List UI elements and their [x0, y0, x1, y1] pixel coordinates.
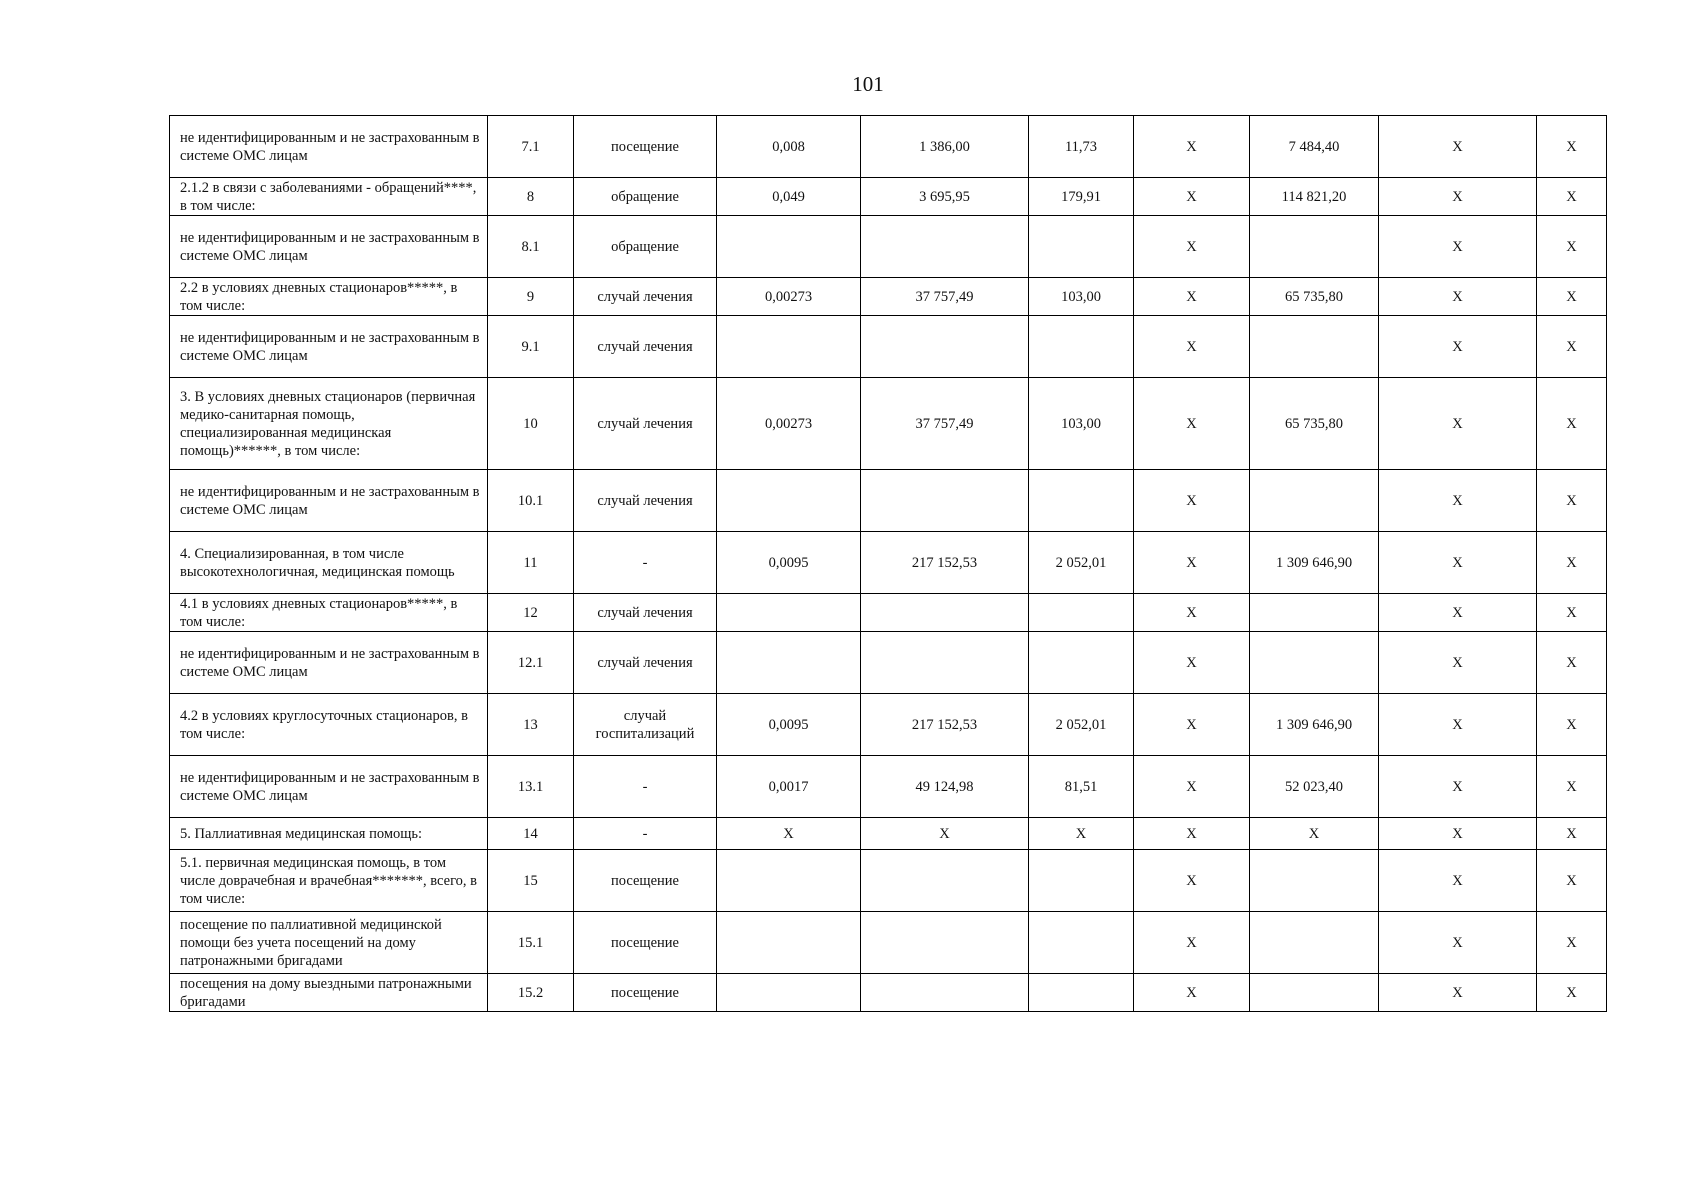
table-row: [170, 178, 1607, 216]
table-row: [170, 974, 1607, 1012]
amount-cell: 114 821,20: [1250, 178, 1379, 216]
row-name-cell: посещения на дому выездными патронажными бригадами: [170, 974, 488, 1012]
unit-cell: случай лечения: [574, 278, 717, 316]
col7-cell: X: [1134, 756, 1250, 818]
col9-cell: X: [1379, 316, 1537, 378]
col7-cell: X: [1134, 178, 1250, 216]
amount-cell: [1250, 316, 1379, 378]
col7-cell: X: [1134, 850, 1250, 912]
per-capita-cell: 81,51: [1029, 756, 1134, 818]
table-row: [170, 378, 1607, 470]
col9-cell: X: [1379, 756, 1537, 818]
row-code-cell: 14: [488, 818, 574, 850]
col10-cell: X: [1537, 756, 1607, 818]
unit-cell: -: [574, 818, 717, 850]
col7-cell: X: [1134, 594, 1250, 632]
col7-cell: X: [1134, 974, 1250, 1012]
table-body: [170, 116, 1607, 1012]
col9-cell: X: [1379, 216, 1537, 278]
table-row: [170, 532, 1607, 594]
row-code-cell: 10: [488, 378, 574, 470]
col10-cell: X: [1537, 818, 1607, 850]
cost-cell: 37 757,49: [861, 378, 1029, 470]
col7-cell: X: [1134, 694, 1250, 756]
col10-cell: X: [1537, 532, 1607, 594]
col9-cell: X: [1379, 532, 1537, 594]
unit-cell: случай лечения: [574, 378, 717, 470]
row-code-cell: 8.1: [488, 216, 574, 278]
col7-cell: X: [1134, 116, 1250, 178]
per-capita-cell: 2 052,01: [1029, 694, 1134, 756]
col10-cell: X: [1537, 850, 1607, 912]
unit-cell: случай лечения: [574, 594, 717, 632]
table-row: [170, 632, 1607, 694]
col9-cell: X: [1379, 178, 1537, 216]
unit-cell: посещение: [574, 974, 717, 1012]
per-capita-cell: [1029, 470, 1134, 532]
unit-cell: случай лечения: [574, 632, 717, 694]
amount-cell: 1 309 646,90: [1250, 532, 1379, 594]
row-code-cell: 13.1: [488, 756, 574, 818]
per-capita-cell: X: [1029, 818, 1134, 850]
rate-cell: [717, 594, 861, 632]
per-capita-cell: [1029, 912, 1134, 974]
unit-cell: случай госпитализаций: [574, 694, 717, 756]
rate-cell: X: [717, 818, 861, 850]
col10-cell: X: [1537, 316, 1607, 378]
amount-cell: [1250, 216, 1379, 278]
unit-cell: посещение: [574, 912, 717, 974]
table-row: [170, 278, 1607, 316]
row-code-cell: 10.1: [488, 470, 574, 532]
col10-cell: X: [1537, 116, 1607, 178]
rate-cell: 0,00273: [717, 278, 861, 316]
amount-cell: [1250, 470, 1379, 532]
col9-cell: X: [1379, 850, 1537, 912]
cost-cell: [861, 912, 1029, 974]
cost-cell: X: [861, 818, 1029, 850]
per-capita-cell: 179,91: [1029, 178, 1134, 216]
amount-cell: [1250, 594, 1379, 632]
cost-cell: [861, 470, 1029, 532]
cost-cell: 217 152,53: [861, 532, 1029, 594]
row-code-cell: 8: [488, 178, 574, 216]
rate-cell: 0,049: [717, 178, 861, 216]
table-row: [170, 316, 1607, 378]
row-code-cell: 15.2: [488, 974, 574, 1012]
per-capita-cell: [1029, 974, 1134, 1012]
col10-cell: X: [1537, 974, 1607, 1012]
unit-cell: случай лечения: [574, 316, 717, 378]
col7-cell: X: [1134, 912, 1250, 974]
table-row: [170, 216, 1607, 278]
col7-cell: X: [1134, 278, 1250, 316]
rate-cell: [717, 632, 861, 694]
data-table: [169, 115, 1607, 1012]
row-name-cell: 2.1.2 в связи с заболеваниями - обращений****, в том числе:: [170, 178, 488, 216]
unit-cell: посещение: [574, 850, 717, 912]
cost-cell: [861, 632, 1029, 694]
rate-cell: [717, 316, 861, 378]
per-capita-cell: [1029, 216, 1134, 278]
row-code-cell: 15: [488, 850, 574, 912]
row-name-cell: 3. В условиях дневных стационаров (первичная медико-санитарная помощь, специализированная медицинская помощь)******, в том числе:: [170, 378, 488, 470]
unit-cell: -: [574, 756, 717, 818]
table-row: [170, 756, 1607, 818]
row-name-cell: не идентифицированным и не застрахованным в системе ОМС лицам: [170, 116, 488, 178]
cost-cell: 37 757,49: [861, 278, 1029, 316]
unit-cell: обращение: [574, 216, 717, 278]
col7-cell: X: [1134, 532, 1250, 594]
col10-cell: X: [1537, 912, 1607, 974]
row-code-cell: 15.1: [488, 912, 574, 974]
rate-cell: 0,0095: [717, 694, 861, 756]
row-code-cell: 13: [488, 694, 574, 756]
cost-cell: [861, 216, 1029, 278]
table-row: [170, 818, 1607, 850]
row-name-cell: 5. Паллиативная медицинская помощь:: [170, 818, 488, 850]
row-code-cell: 12: [488, 594, 574, 632]
col10-cell: X: [1537, 378, 1607, 470]
amount-cell: [1250, 974, 1379, 1012]
cost-cell: [861, 316, 1029, 378]
col7-cell: X: [1134, 378, 1250, 470]
col9-cell: X: [1379, 632, 1537, 694]
row-name-cell: 2.2 в условиях дневных стационаров*****, в том числе:: [170, 278, 488, 316]
col9-cell: X: [1379, 116, 1537, 178]
cost-cell: 217 152,53: [861, 694, 1029, 756]
table-row: [170, 470, 1607, 532]
row-code-cell: 9: [488, 278, 574, 316]
amount-cell: [1250, 912, 1379, 974]
unit-cell: случай лечения: [574, 470, 717, 532]
col9-cell: X: [1379, 818, 1537, 850]
col10-cell: X: [1537, 216, 1607, 278]
rate-cell: [717, 216, 861, 278]
row-name-cell: 4.2 в условиях круглосуточных стационаров, в том числе:: [170, 694, 488, 756]
amount-cell: 52 023,40: [1250, 756, 1379, 818]
col7-cell: X: [1134, 216, 1250, 278]
col10-cell: X: [1537, 278, 1607, 316]
per-capita-cell: 11,73: [1029, 116, 1134, 178]
rate-cell: [717, 912, 861, 974]
table-row: [170, 116, 1607, 178]
row-name-cell: посещение по паллиативной медицинской помощи без учета посещений на дому патронажными бригадами: [170, 912, 488, 974]
cost-cell: 1 386,00: [861, 116, 1029, 178]
table-row: [170, 694, 1607, 756]
col7-cell: X: [1134, 470, 1250, 532]
row-name-cell: 4. Специализированная, в том числе высокотехнологичная, медицинская помощь: [170, 532, 488, 594]
col7-cell: X: [1134, 316, 1250, 378]
col10-cell: X: [1537, 178, 1607, 216]
row-name-cell: не идентифицированным и не застрахованным в системе ОМС лицам: [170, 216, 488, 278]
amount-cell: [1250, 850, 1379, 912]
col10-cell: X: [1537, 632, 1607, 694]
table-row: [170, 594, 1607, 632]
amount-cell: X: [1250, 818, 1379, 850]
row-name-cell: не идентифицированным и не застрахованным в системе ОМС лицам: [170, 316, 488, 378]
col7-cell: X: [1134, 818, 1250, 850]
rate-cell: 0,0095: [717, 532, 861, 594]
col10-cell: X: [1537, 594, 1607, 632]
table-row: [170, 912, 1607, 974]
rate-cell: [717, 850, 861, 912]
row-code-cell: 9.1: [488, 316, 574, 378]
row-code-cell: 12.1: [488, 632, 574, 694]
unit-cell: обращение: [574, 178, 717, 216]
row-name-cell: не идентифицированным и не застрахованным в системе ОМС лицам: [170, 470, 488, 532]
amount-cell: 1 309 646,90: [1250, 694, 1379, 756]
rate-cell: [717, 974, 861, 1012]
col9-cell: X: [1379, 278, 1537, 316]
table-row: [170, 850, 1607, 912]
col9-cell: X: [1379, 378, 1537, 470]
col9-cell: X: [1379, 594, 1537, 632]
per-capita-cell: [1029, 850, 1134, 912]
col10-cell: X: [1537, 694, 1607, 756]
per-capita-cell: 103,00: [1029, 278, 1134, 316]
cost-cell: [861, 594, 1029, 632]
amount-cell: 7 484,40: [1250, 116, 1379, 178]
cost-cell: 49 124,98: [861, 756, 1029, 818]
col9-cell: X: [1379, 694, 1537, 756]
per-capita-cell: 103,00: [1029, 378, 1134, 470]
per-capita-cell: 2 052,01: [1029, 532, 1134, 594]
col10-cell: X: [1537, 470, 1607, 532]
rate-cell: 0,00273: [717, 378, 861, 470]
row-code-cell: 11: [488, 532, 574, 594]
amount-cell: 65 735,80: [1250, 278, 1379, 316]
rate-cell: 0,008: [717, 116, 861, 178]
rate-cell: [717, 470, 861, 532]
rate-cell: 0,0017: [717, 756, 861, 818]
per-capita-cell: [1029, 594, 1134, 632]
row-name-cell: не идентифицированным и не застрахованным в системе ОМС лицам: [170, 756, 488, 818]
cost-cell: [861, 974, 1029, 1012]
row-code-cell: 7.1: [488, 116, 574, 178]
per-capita-cell: [1029, 316, 1134, 378]
unit-cell: посещение: [574, 116, 717, 178]
col9-cell: X: [1379, 974, 1537, 1012]
amount-cell: [1250, 632, 1379, 694]
row-name-cell: не идентифицированным и не застрахованным в системе ОМС лицам: [170, 632, 488, 694]
row-name-cell: 5.1. первичная медицинская помощь, в том числе доврачебная и врачебная*******, всего, в том числе:: [170, 850, 488, 912]
col9-cell: X: [1379, 470, 1537, 532]
per-capita-cell: [1029, 632, 1134, 694]
cost-cell: [861, 850, 1029, 912]
col7-cell: X: [1134, 632, 1250, 694]
row-name-cell: 4.1 в условиях дневных стационаров*****, в том числе:: [170, 594, 488, 632]
page-number: 101: [852, 72, 884, 96]
amount-cell: 65 735,80: [1250, 378, 1379, 470]
cost-cell: 3 695,95: [861, 178, 1029, 216]
col9-cell: X: [1379, 912, 1537, 974]
unit-cell: -: [574, 532, 717, 594]
